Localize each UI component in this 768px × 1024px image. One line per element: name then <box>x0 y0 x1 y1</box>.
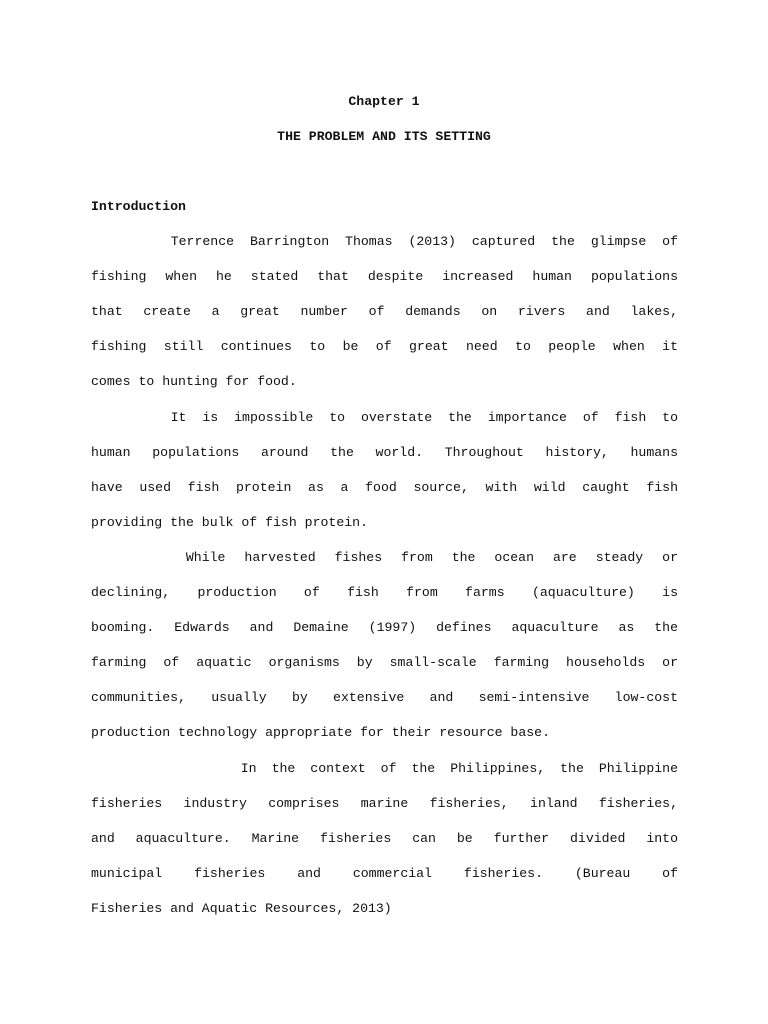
chapter-label: Chapter 1 <box>348 94 420 109</box>
text-line: While harvested fishes from the ocean are steady or <box>91 550 678 565</box>
text-line: Fisheries and Aquatic Resources, 2013) <box>91 901 392 916</box>
text-line: that create a great number of demands on rivers and lakes, <box>91 304 678 319</box>
text-line: comes to hunting for food. <box>91 374 297 389</box>
text-line: declining, production of fish from farms (aquaculture) is <box>91 585 678 600</box>
chapter-title: THE PROBLEM AND ITS SETTING <box>277 129 491 144</box>
text-line: Terrence Barrington Thomas (2013) captured the glimpse of <box>91 234 678 249</box>
text-line: fisheries industry comprises marine fisheries, inland fisheries, <box>91 796 678 811</box>
text-line: booming. Edwards and Demaine (1997) defines aquaculture as the <box>91 620 678 635</box>
text-line: human populations around the world. Throughout history, humans <box>91 445 678 460</box>
text-line: fishing when he stated that despite increased human populations <box>91 269 678 284</box>
text-line: It is impossible to overstate the importance of fish to <box>91 410 678 425</box>
text-line: municipal fisheries and commercial fisheries. (Bureau of <box>91 866 678 881</box>
text-line: fishing still continues to be of great need to people when it <box>91 339 678 354</box>
text-line: have used fish protein as a food source, with wild caught fish <box>91 480 678 495</box>
text-line: farming of aquatic organisms by small-scale farming households or <box>91 655 678 670</box>
text-line: In the context of the Philippines, the Philippine <box>91 761 678 776</box>
text-line: providing the bulk of fish protein. <box>91 515 368 530</box>
section-heading: Introduction <box>91 199 186 214</box>
text-line: production technology appropriate for their resource base. <box>91 725 550 740</box>
text-line: communities, usually by extensive and semi-intensive low-cost <box>91 690 678 705</box>
text-line: and aquaculture. Marine fisheries can be further divided into <box>91 831 678 846</box>
